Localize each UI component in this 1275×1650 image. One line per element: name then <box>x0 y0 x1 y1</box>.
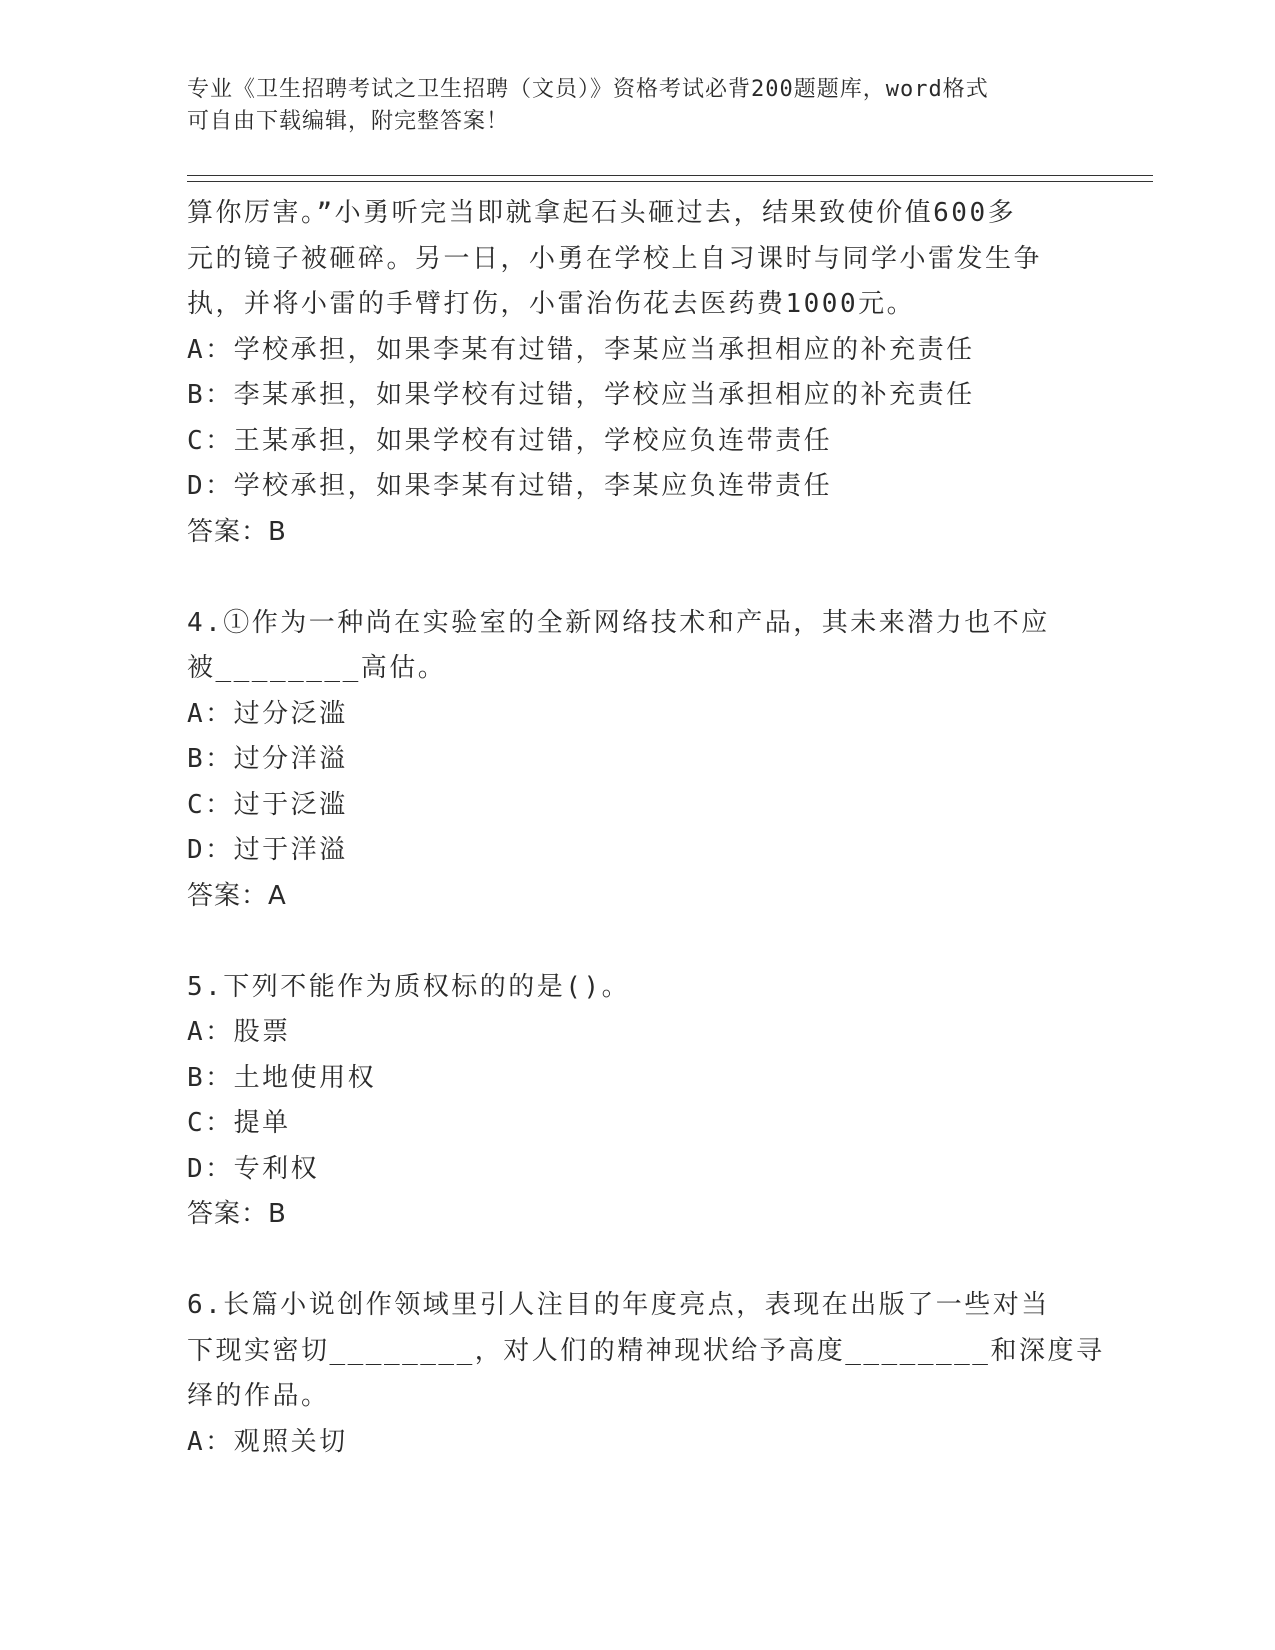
question-6 <box>187 1283 1105 1465</box>
option-d: D：学校承担，如果李某有过错，李某应负连带责任 <box>187 471 833 501</box>
answer-line: 答案：B <box>187 1199 287 1229</box>
option-a: A：股票 <box>187 1017 291 1047</box>
option-c: C：提单 <box>187 1108 291 1138</box>
question-3-continuation <box>187 191 1067 555</box>
document-header <box>187 74 1067 138</box>
question-text-line: 6.长篇小说创作领域里引人注目的年度亮点，表现在出版了一些对当 <box>187 1290 1050 1320</box>
option-d: D：过于洋溢 <box>187 835 348 865</box>
question-5 <box>187 965 1067 1238</box>
question-4 <box>187 601 1067 920</box>
header-title-line-1: 专业《卫生招聘考试之卫生招聘（文员）》资格考试必背200题题库，word格式 <box>187 77 989 102</box>
option-d: D：专利权 <box>187 1153 320 1184</box>
question-text-line: 4.①作为一种尚在实验室的全新网络技术和产品，其未来潜力也不应 <box>187 607 1050 638</box>
option-a: A：观照关切 <box>187 1426 348 1457</box>
question-text-line: 算你厉害。”小勇听完当即就拿起石头砸过去，结果致使价值600多 <box>187 198 1017 228</box>
header-divider-top <box>187 175 1153 176</box>
answer-line: 答案：B <box>187 516 287 547</box>
question-text-line: 执，并将小雷的手臂打伤，小雷治伤花去医药费1000元。 <box>187 289 916 319</box>
option-b: B：李某承担，如果学校有过错，学校应当承担相应的补充责任 <box>187 380 975 410</box>
option-c: C：过于泛滥 <box>187 789 348 820</box>
answer-line: 答案：A <box>187 880 287 911</box>
question-text-line: 5.下列不能作为质权标的的是()。 <box>187 971 631 1002</box>
question-text-line: 下现实密切________，对人们的精神现状给予高度________和深度寻 <box>187 1335 1105 1366</box>
option-a: A：过分泛滥 <box>187 698 348 729</box>
option-c: C：王某承担，如果学校有过错，学校应负连带责任 <box>187 425 833 456</box>
question-text-line: 被________高估。 <box>187 653 447 683</box>
header-title-line-2: 可自由下载编辑，附完整答案！ <box>187 109 510 134</box>
header-divider-bottom <box>187 181 1153 182</box>
question-text-line: 元的镜子被砸碎。另一日，小勇在学校上自习课时与同学小雷发生争 <box>187 243 1043 274</box>
question-text-line: 绎的作品。 <box>187 1381 330 1411</box>
option-b: B：过分洋溢 <box>187 744 348 774</box>
option-a: A：学校承担，如果李某有过错，李某应当承担相应的补充责任 <box>187 334 975 365</box>
option-b: B：土地使用权 <box>187 1062 377 1093</box>
document-body <box>187 191 1105 1465</box>
